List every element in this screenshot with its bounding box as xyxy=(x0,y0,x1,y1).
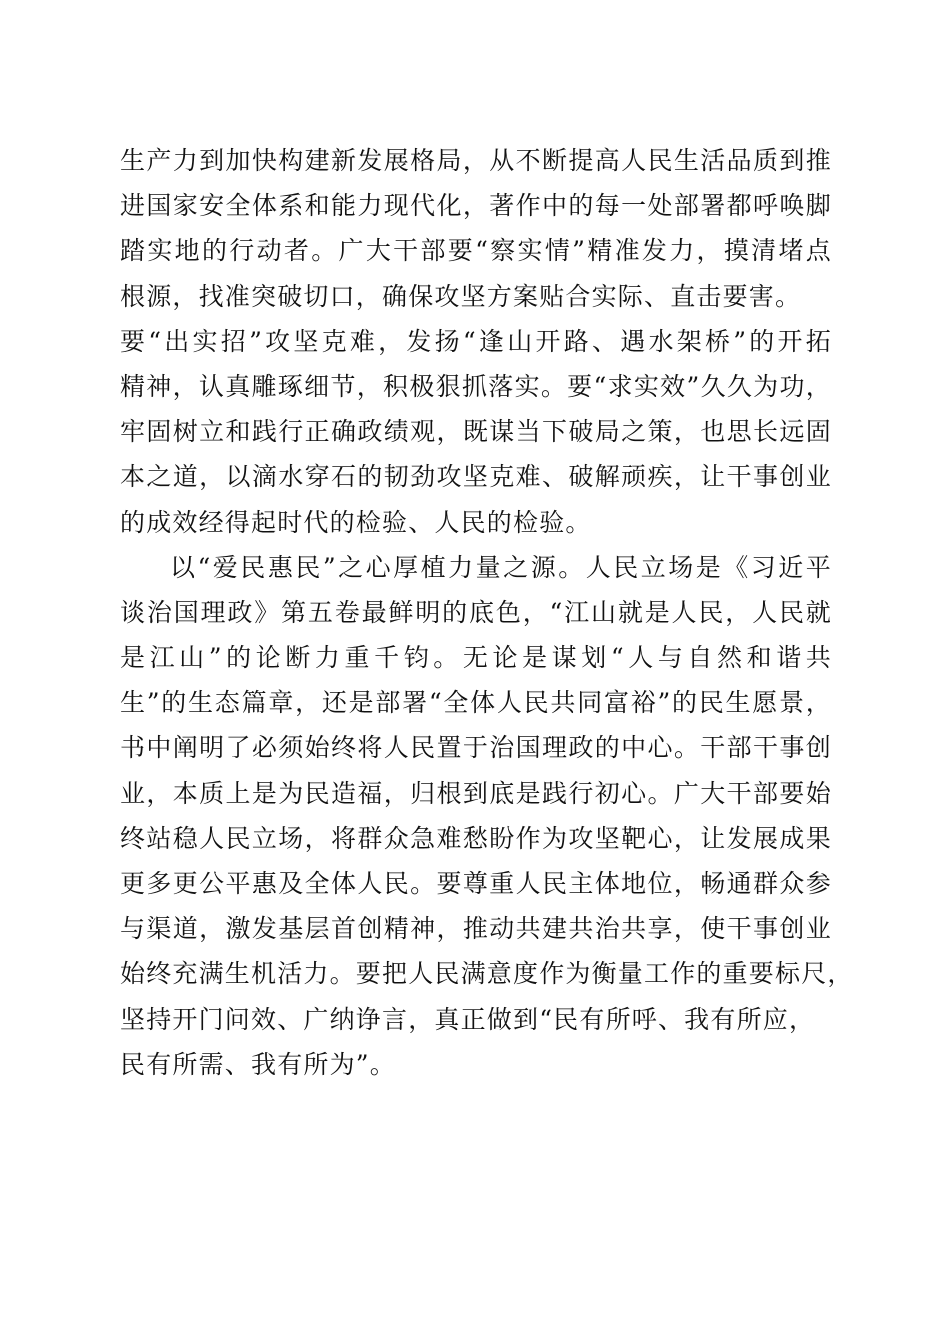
text-line: 坚持开门问效、广纳诤言，真正做到“民有所呼、我有所应， xyxy=(120,1004,816,1034)
text-line: 书中阐明了必须始终将人民置于治国理政的中心。干部干事创 xyxy=(120,733,832,763)
text-line: 生”的生态篇章，还是部署“全体人民共同富裕”的民生愿景， xyxy=(120,688,832,718)
paragraph-1 xyxy=(120,138,832,545)
text-line: 的成效经得起时代的检验、人民的检验。 xyxy=(120,507,592,537)
text-line: 本之道，以滴水穿石的韧劲攻坚克难、破解顽疾，让干事创业 xyxy=(120,462,832,492)
text-line: 以“爱民惠民”之心厚植力量之源。人民立场是《习近平 xyxy=(170,552,832,582)
text-line: 根源，找准突破切口，确保攻坚方案贴合实际、直击要害。 xyxy=(120,281,802,311)
text-line: 谈治国理政》第五卷最鲜明的底色，“江山就是人民，人民就 xyxy=(120,597,832,627)
text-line: 终站稳人民立场，将群众急难愁盼作为攻坚靶心，让发展成果 xyxy=(120,823,832,853)
text-line: 生产力到加快构建新发展格局，从不断提高人民生活品质到推 xyxy=(120,146,832,175)
text-line: 进国家安全体系和能力现代化，著作中的每一处部署都呼唤脚 xyxy=(120,191,832,221)
text-line: 业，本质上是为民造福，归根到底是践行初心。广大干部要始 xyxy=(120,778,832,808)
text-line: 精神，认真雕琢细节，积极狠抓落实。要“求实效”久久为功， xyxy=(120,371,832,401)
text-line: 始终充满生机活力。要把人民满意度作为衡量工作的重要标尺， xyxy=(120,959,854,989)
text-line: 民有所需、我有所为”。 xyxy=(120,1049,396,1079)
text-line: 更多更公平惠及全体人民。要尊重人民主体地位，畅通群众参 xyxy=(120,869,832,898)
text-line: 是江山”的论断力重千钧。无论是谋划“人与自然和谐共 xyxy=(120,643,832,673)
text-line: 与渠道，激发基层首创精神，推动共建共治共享，使干事创业 xyxy=(120,914,832,944)
text-line: 牢固树立和践行正确政绩观，既谋当下破局之策，也思长远固 xyxy=(120,417,832,447)
text-line: 要“出实招”攻坚克难，发扬“逢山开路、遇水架桥”的开拓 xyxy=(120,326,832,356)
paragraph-2 xyxy=(120,545,854,1087)
document-body xyxy=(120,138,854,1087)
text-line: 踏实地的行动者。广大干部要“察实情”精准发力，摸清堵点 xyxy=(120,236,832,266)
